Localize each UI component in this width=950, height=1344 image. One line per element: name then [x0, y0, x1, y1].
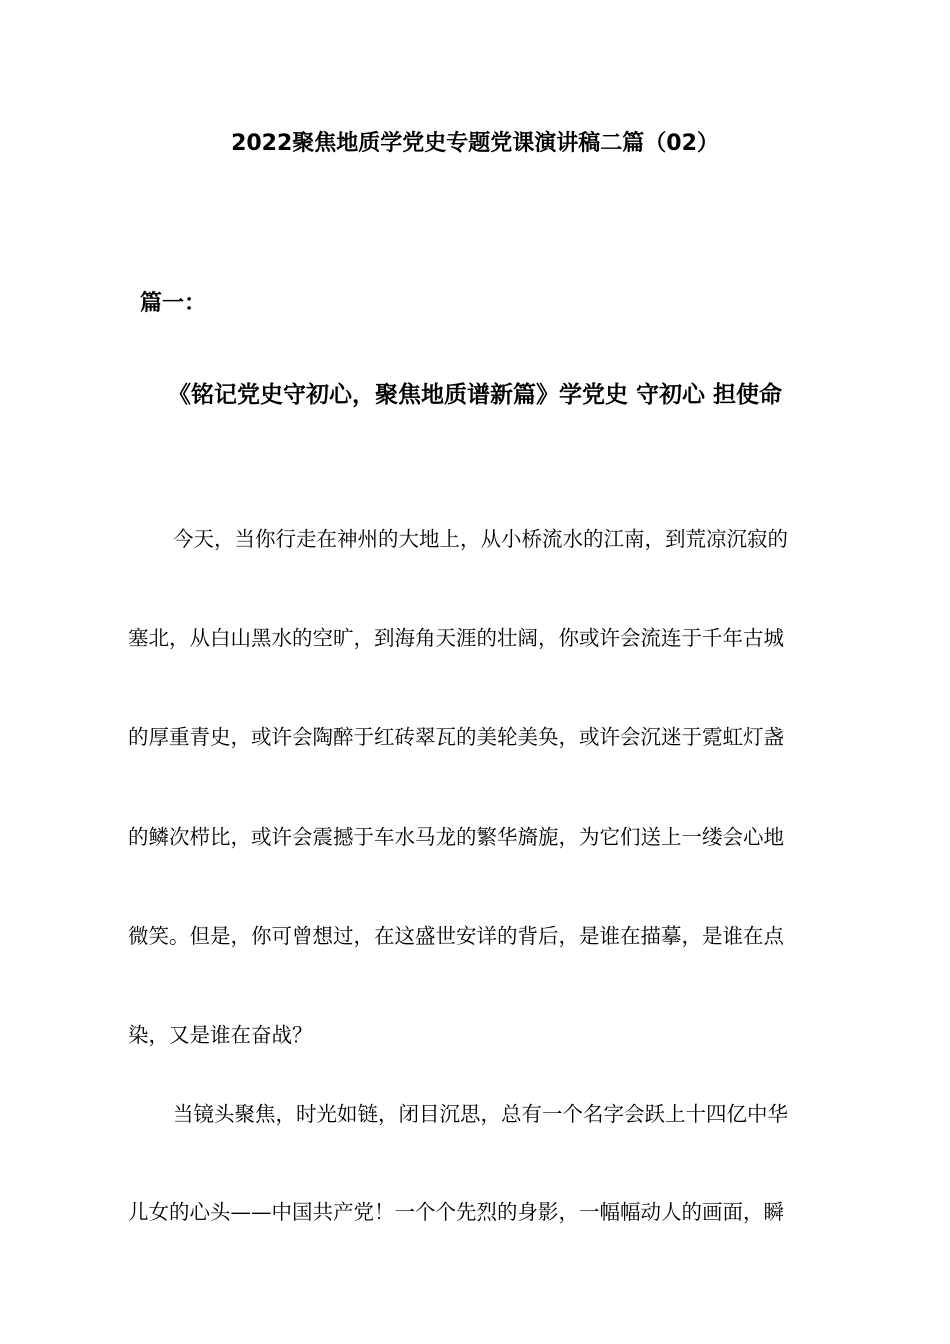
speech-title: 《铭记党史守初心，聚焦地质谱新篇》学党史 守初心 担使命 [167, 382, 782, 408]
document-title: 2022聚焦地质学党史专题党课演讲稿二篇（02） [231, 131, 719, 156]
paragraph-line: 染，又是谁在奋战？ [128, 1023, 313, 1047]
paragraph-line: 今天，当你行走在神州的大地上，从小桥流水的江南，到荒凉沉寂的 [173, 527, 788, 551]
section-label: 篇一： [140, 291, 207, 316]
paragraph-line: 的厚重青史，或许会陶醉于红砖翠瓦的美轮美奂，或许会沉迷于霓虹灯盏 [128, 725, 784, 749]
paragraph-line: 的鳞次栉比，或许会震撼于车水马龙的繁华旖旎，为它们送上一缕会心地 [128, 825, 784, 849]
paragraph-line: 儿女的心头——中国共产党！一个个先烈的身影，一幅幅动人的画面，瞬 [128, 1200, 784, 1224]
paragraph-line: 微笑。但是，你可曾想过，在这盛世安详的背后，是谁在描摹，是谁在点 [128, 924, 784, 948]
paragraph-line: 塞北，从白山黑水的空旷，到海角天涯的壮阔，你或许会流连于千年古城 [128, 626, 784, 650]
paragraph-line: 当镜头聚焦，时光如链，闭目沉思，总有一个名字会跃上十四亿中华 [173, 1102, 788, 1126]
